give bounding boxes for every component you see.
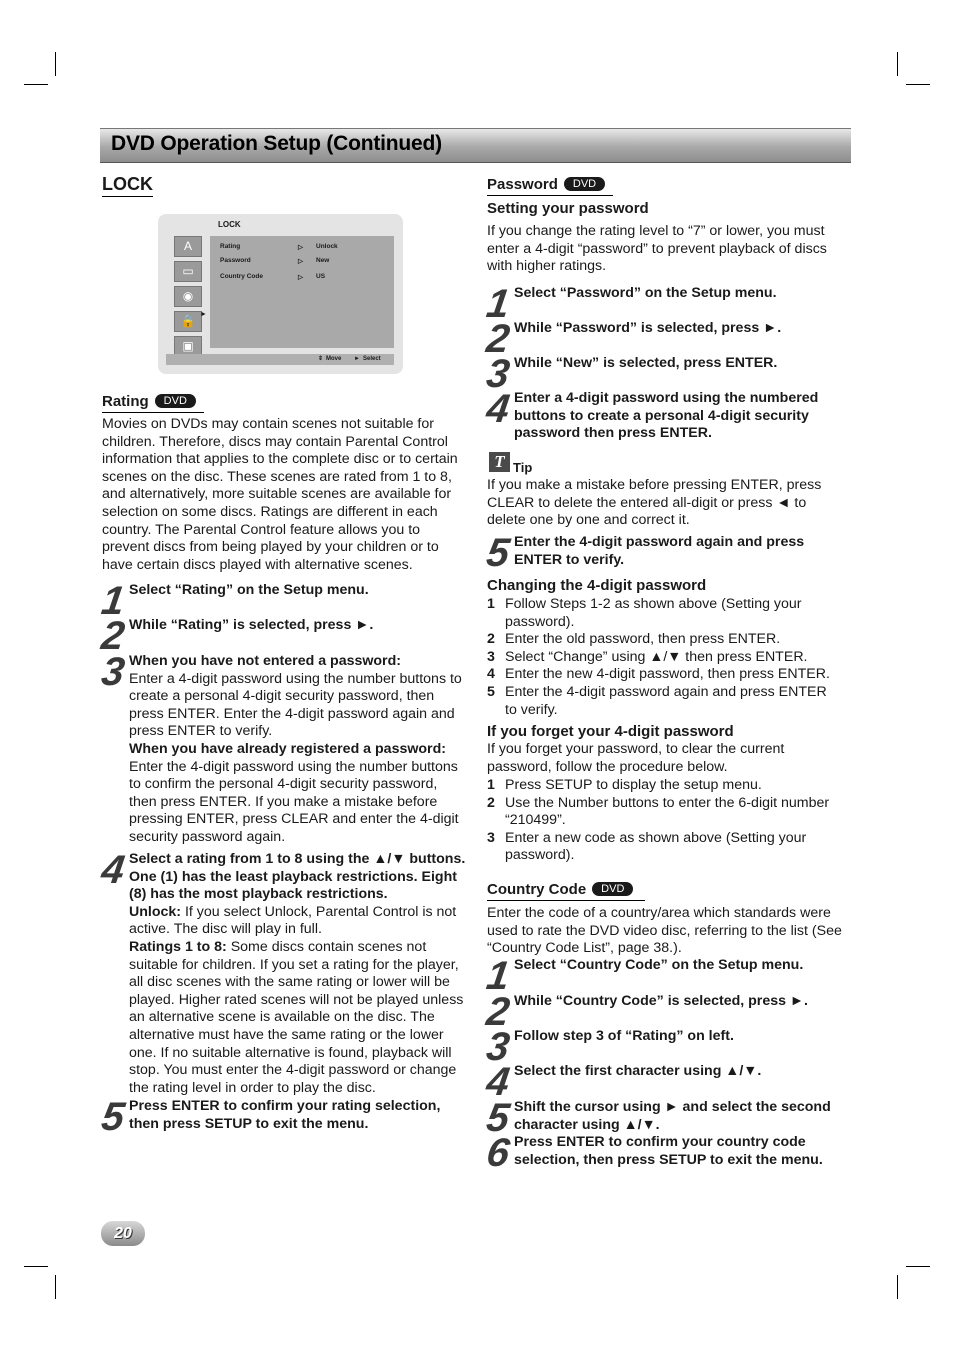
step-number: 5 (98, 1095, 126, 1139)
step-text: Press ENTER to confirm your country code selection, then press SETUP to exit the menu. (514, 1134, 823, 1168)
page-title: DVD Operation Setup (Continued) (111, 132, 442, 155)
rating-step-3 (98, 650, 466, 848)
menu-panel (210, 236, 394, 348)
forget-list (487, 777, 841, 865)
inline-label: Ratings 1 to 8: (129, 938, 227, 955)
right-arrow-icon: ► (354, 356, 360, 362)
step-text: While “Password” is selected, press ►. (514, 320, 782, 336)
step-paragraph (129, 904, 466, 939)
step-text: Enter the 4-digit password again and press ENTER to verify. (514, 534, 805, 568)
menu-row-country-code (220, 273, 390, 280)
step-number: 3 (483, 1025, 511, 1069)
menu-row-label: Rating (220, 243, 241, 250)
step-number: 4 (98, 848, 126, 892)
country-step-1 (483, 954, 839, 998)
rating-step-2 (98, 614, 466, 658)
crop-mark (906, 1266, 930, 1267)
menu-row-value: New (316, 257, 330, 264)
dvd-badge: DVD (592, 882, 633, 896)
item-text: Press SETUP to display the setup menu. (505, 777, 762, 793)
inline-label: Unlock: (129, 903, 182, 920)
item-text: Enter a new code as shown above (Setting your password). (505, 829, 807, 864)
tip-icon: T (489, 452, 510, 472)
audio-icon: ◉ (174, 286, 202, 307)
password-step-3 (483, 352, 839, 396)
menu-footer-bar (166, 354, 394, 365)
triangle-icon: ▷ (298, 258, 303, 265)
rating-step-1 (98, 579, 466, 623)
step-number: 2 (98, 614, 126, 658)
list-item (487, 631, 841, 649)
lock-icon: 🔒 (174, 311, 202, 332)
changing-list (487, 596, 841, 719)
item-number: 3 (487, 829, 495, 846)
menu-row-value: US (316, 273, 326, 280)
item-text: Select “Change” using ▲/▼ then press ENTER. (505, 648, 808, 665)
language-icon: A (174, 236, 202, 257)
country-heading-text: Country Code (487, 881, 587, 898)
list-item (487, 596, 841, 631)
step-text: Shift the cursor using ► and select the second character using ▲/▼. (514, 1099, 831, 1133)
menu-pointer-icon: ► (200, 311, 207, 318)
password-body: If you change the rating level to “7” or lower, you must enter a 4-digit “password” to prevent playback of discs with higher ratings. (487, 223, 827, 275)
menu-row-label: Password (220, 257, 251, 264)
step-text: While “Rating” is selected, press ►. (129, 617, 374, 633)
step-text: Select the first character using ▲/▼. (514, 1063, 762, 1079)
step-paragraph: Enter a 4-digit password using the number buttons to create a personal 4-digit security password, then press ENTER. Enter the 4-digit password again and press ENTER to verify. (129, 670, 462, 740)
triangle-icon: ▷ (298, 244, 303, 251)
menu-row-password (220, 257, 390, 264)
step-paragraph: Enter the 4-digit password using the number buttons to confirm the personal 4-digit security password, then press ENTER. If you make a mistake before pressing ENTER, press CLEAR and enter the 4-digit security password again. (129, 758, 459, 845)
step-text: Select “Country Code” on the Setup menu. (514, 957, 804, 973)
menu-row-label: Country Code (220, 273, 263, 280)
step-number: 5 (483, 1096, 511, 1140)
step-number: 5 (483, 531, 511, 575)
step-text (129, 653, 466, 847)
password-heading (487, 176, 613, 196)
country-step-3 (483, 1025, 839, 1069)
crop-mark (24, 84, 48, 85)
updown-icon: ⇕ (318, 356, 324, 362)
title-banner (100, 128, 851, 163)
rating-heading (102, 393, 204, 413)
item-number: 5 (487, 683, 495, 700)
step-text: While “New” is selected, press ENTER. (514, 355, 778, 371)
item-text: Enter the old password, then press ENTER. (505, 631, 781, 648)
menu-row-rating (220, 243, 390, 250)
list-item (487, 777, 841, 795)
step-text: Enter a 4-digit password using the numbered buttons to create a personal 4-digit security password then press ENTER. (514, 390, 819, 442)
rating-body: Movies on DVDs may contain scenes not suitable for children. Therefore, discs may contain Parental Control information that applies to the complete disc or to certain scenes on the disc. These scenes are rated from 1 to 8, and alternatively, more suitable scenes are available for selection on some discs. Ratings are different in each country. The Parental Control feature allows you to prevent discs from being played by your children or to have certain discs played with alternative scenes. (102, 416, 458, 573)
step-subheading: Select a rating from 1 to 8 using the ▲/▼ buttons. One (1) has the least playback restrictions. Eight (8) has the most playback restrictions. (129, 851, 466, 903)
step-text: While “Country Code” is selected, press ►. (514, 993, 808, 1009)
item-number: 3 (487, 648, 495, 665)
password-step-1 (483, 282, 839, 326)
step-number: 3 (483, 352, 511, 396)
dvd-badge: DVD (155, 394, 196, 408)
step-number: 1 (483, 954, 511, 998)
country-code-heading (487, 881, 645, 901)
item-text: Use the Number buttons to enter the 6-digit number “210499”. (505, 794, 830, 829)
forget-body: If you forget your password, to clear the current password, follow the procedure below. (487, 741, 785, 775)
step-number: 6 (483, 1131, 511, 1175)
password-heading-text: Password (487, 176, 558, 193)
item-number: 4 (487, 666, 495, 683)
rating-step-5 (98, 1095, 466, 1139)
crop-mark (897, 1275, 898, 1299)
setting-password-heading: Setting your password (487, 200, 649, 217)
list-item (487, 795, 841, 830)
item-number: 2 (487, 794, 495, 811)
step-number: 4 (483, 1060, 511, 1104)
triangle-icon: ▷ (298, 274, 303, 281)
step-text: Follow step 3 of “Rating” on left. (514, 1028, 734, 1044)
item-text: Follow Steps 1-2 as shown above (Setting your password). (505, 596, 802, 630)
crop-mark (55, 1275, 56, 1299)
step-text: Press ENTER to confirm your rating selection, then press SETUP to exit the menu. (129, 1098, 441, 1132)
country-step-5 (483, 1096, 839, 1140)
changing-heading: Changing the 4-digit password (487, 577, 707, 594)
item-number: 2 (487, 631, 495, 648)
step-subheading: When you have already registered a password: (129, 740, 446, 757)
display-icon: ▭ (174, 261, 202, 282)
crop-mark (897, 52, 898, 76)
crop-mark (24, 1266, 48, 1267)
dvd-badge: DVD (564, 177, 605, 191)
menu-footer-select: Select (363, 356, 381, 362)
lock-heading: LOCK (102, 174, 153, 197)
list-item (487, 649, 841, 667)
step-text: Select “Password” on the Setup menu. (514, 285, 777, 301)
crop-mark (55, 52, 56, 76)
menu-row-value: Unlock (316, 243, 338, 250)
step-text: Select “Rating” on the Setup menu. (129, 582, 369, 598)
item-text: Enter the 4-digit password again and press ENTER to verify. (505, 683, 827, 718)
rating-heading-text: Rating (102, 393, 149, 410)
step-subheading: When you have not entered a password: (129, 653, 401, 669)
list-item (487, 830, 841, 865)
country-step-6 (483, 1131, 839, 1175)
country-step-2 (483, 990, 839, 1034)
menu-footer-move: Move (326, 356, 342, 362)
inline-text: If you select Unlock, Parental Control is not active. The disc will play in full. (129, 903, 457, 938)
others-icon: ▣ (174, 336, 202, 357)
rating-step-4 (98, 848, 466, 1100)
step-paragraph (129, 939, 466, 1097)
tip-label: Tip (513, 460, 533, 475)
step-number: 1 (483, 282, 511, 326)
password-step-5 (483, 531, 839, 575)
tip-text: If you make a mistake before pressing ENTER, press CLEAR to delete the entered all-digit or press ◄ to delete one by one and correct it. (487, 477, 822, 529)
lock-menu-screenshot (158, 214, 403, 374)
inline-text: Some discs contain scenes not suitable for children. If you set a rating for the player, all disc scenes with the same rating or lower will be played. Higher rated scenes will not be played unless an alternative scene is available on the disc. The alternative must have the same rating or the lower one. If no suitable alternative is found, playback will stop. You must enter the 4-digit password or change the rating level in order to play the disc. (129, 938, 464, 1096)
step-number: 4 (483, 387, 511, 431)
country-step-4 (483, 1060, 839, 1104)
page-number: 20 (101, 1221, 145, 1246)
step-number: 3 (98, 650, 126, 694)
list-item (487, 684, 841, 719)
password-step-4 (483, 387, 839, 445)
step-text (129, 851, 466, 1097)
menu-icon-column (166, 236, 208, 361)
password-step-2 (483, 317, 839, 361)
step-number: 1 (98, 579, 126, 623)
step-number: 2 (483, 317, 511, 361)
menu-title: LOCK (218, 220, 241, 229)
item-number: 1 (487, 777, 495, 793)
item-text: Enter the new 4-digit password, then press ENTER. (505, 666, 830, 683)
step-number: 2 (483, 990, 511, 1034)
item-number: 1 (487, 596, 495, 612)
crop-mark (906, 84, 930, 85)
forget-heading: If you forget your 4-digit password (487, 723, 734, 740)
list-item (487, 666, 841, 684)
country-body: Enter the code of a country/area which standards were used to rate the DVD video disc, referring to the list (See “Country Code List”, page 38.). (487, 905, 842, 957)
